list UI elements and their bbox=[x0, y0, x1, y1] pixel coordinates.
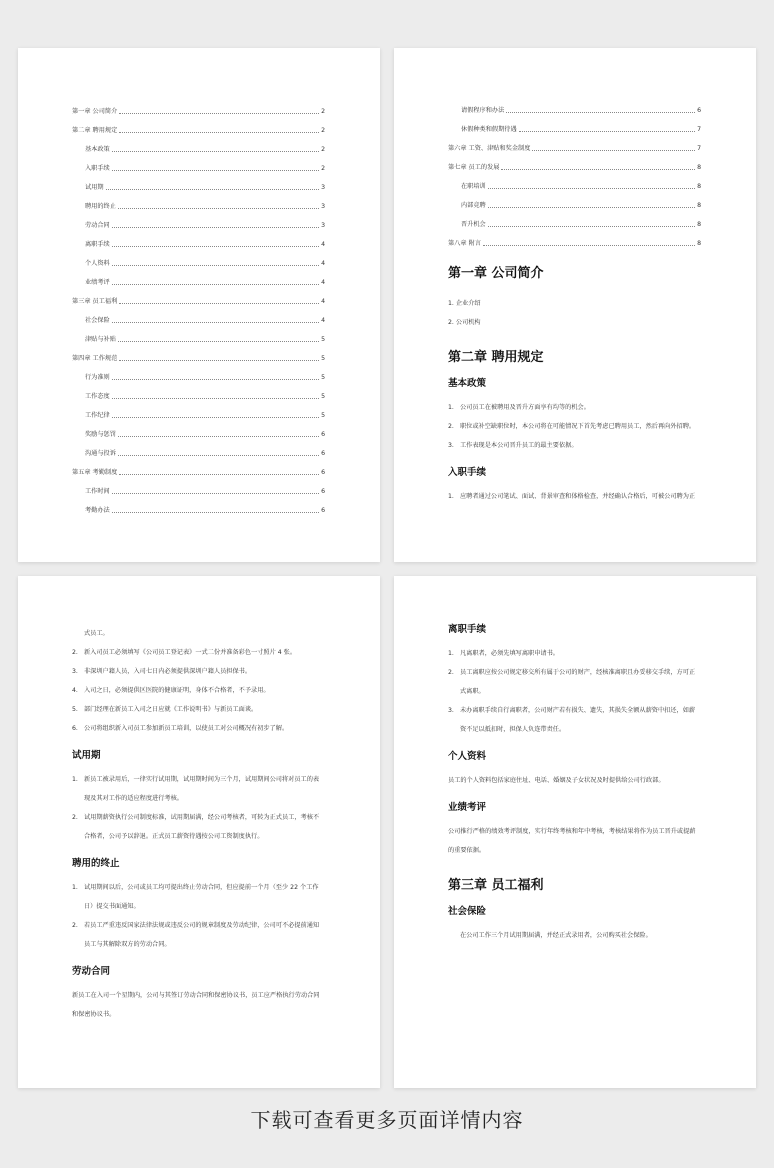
list-item bbox=[72, 916, 325, 935]
toc-page-number: 5 bbox=[321, 393, 325, 400]
toc-entry[interactable] bbox=[72, 173, 325, 192]
toc-page-number: 6 bbox=[321, 488, 325, 495]
probation-list bbox=[72, 770, 325, 846]
section-title-probation: 试用期 bbox=[72, 750, 101, 761]
list-item-number: 5. bbox=[72, 706, 78, 713]
toc-page-number: 5 bbox=[321, 355, 325, 362]
document-page-4 bbox=[394, 576, 756, 1088]
toc-dot-leader bbox=[519, 131, 695, 132]
toc-entry-label: 考勤办法 bbox=[85, 507, 110, 514]
toc-page-number: 7 bbox=[697, 126, 701, 133]
list-item bbox=[72, 662, 325, 681]
toc-page-number: 3 bbox=[321, 203, 325, 210]
toc-dot-leader bbox=[488, 188, 695, 189]
list-item-number: 2. bbox=[72, 814, 78, 821]
list-item bbox=[448, 701, 701, 720]
toc-dot-leader bbox=[112, 322, 319, 323]
section-title-termination: 聘用的终止 bbox=[72, 858, 120, 869]
list-item bbox=[448, 436, 701, 455]
toc-page-number: 3 bbox=[321, 222, 325, 229]
toc-dot-leader bbox=[112, 417, 319, 418]
toc-entry[interactable] bbox=[72, 230, 325, 249]
list-item-continued: 资不足以抵扣时，担保人负连带责任。 bbox=[460, 726, 566, 733]
toc-dot-leader bbox=[112, 512, 319, 513]
toc-entry-label: 第四章 工作规范 bbox=[72, 355, 118, 362]
toc-dot-leader bbox=[118, 455, 319, 456]
list-item-number: 3. bbox=[72, 668, 78, 675]
toc-page-number: 5 bbox=[321, 412, 325, 419]
toc-entry-label: 工作态度 bbox=[85, 393, 110, 400]
footer-caption: 下载可查看更多页面详情内容 bbox=[250, 1108, 524, 1132]
list-item-number: 4. bbox=[72, 687, 78, 694]
toc-dot-leader bbox=[112, 379, 319, 380]
list-item-text: 入司之日，必须提供区医院的健康证明，身体不合格者，不予录用。 bbox=[84, 687, 270, 694]
toc-entry-label: 第五章 考勤制度 bbox=[72, 469, 118, 476]
list-item-number: 1. bbox=[72, 776, 78, 783]
toc-dot-leader bbox=[118, 208, 319, 209]
paragraph: 员工的个人资料包括家庭住址、电话、婚姻及子女状况及时提供给公司行政部。 bbox=[448, 777, 665, 784]
toc-entry-label: 内部竞聘 bbox=[461, 202, 486, 209]
toc-dot-leader bbox=[112, 170, 319, 171]
section-title-basic-policy: 基本政策 bbox=[448, 378, 487, 389]
chapter-2-title: 第二章 聘用规定 bbox=[448, 350, 544, 365]
toc-entry[interactable] bbox=[448, 115, 701, 134]
section-title-contract: 劳动合同 bbox=[72, 966, 111, 977]
toc-entry[interactable] bbox=[72, 116, 325, 135]
list-item bbox=[448, 417, 701, 436]
list-item-number: 1. bbox=[448, 404, 454, 411]
continued-text: 式员工。 bbox=[84, 630, 109, 637]
section-title-entry: 入职手续 bbox=[448, 467, 487, 478]
toc-page-number: 6 bbox=[321, 431, 325, 438]
list-item bbox=[72, 681, 325, 700]
toc-entry[interactable] bbox=[72, 154, 325, 173]
toc-entry[interactable] bbox=[448, 153, 701, 172]
toc-entry-label: 第三章 员工福利 bbox=[72, 298, 118, 305]
list-item-text: 员工离职应按公司规定移交所有属于公司的财产，经核准离职且办妥移交手续，方可正 bbox=[460, 669, 696, 676]
toc-entry[interactable] bbox=[72, 401, 325, 420]
toc-dot-leader bbox=[488, 207, 695, 208]
toc-dot-leader bbox=[112, 493, 319, 494]
list-item bbox=[72, 700, 325, 719]
list-item-text: 公司将组织新入司员工参加新员工培训，以使员工对公司概况有初步了解。 bbox=[84, 725, 289, 732]
toc-page-number: 5 bbox=[321, 336, 325, 343]
toc-entry[interactable] bbox=[72, 363, 325, 382]
list-item-text: 工作表现是本公司晋升员工的最主要依据。 bbox=[460, 442, 578, 449]
list-item-text: 公司员工在被聘用及晋升方面享有均等的机会。 bbox=[460, 404, 590, 411]
toc-page-number: 6 bbox=[697, 107, 701, 114]
toc-entry-label: 沟通与投诉 bbox=[85, 450, 116, 457]
list-item-number: 3. bbox=[448, 707, 454, 714]
toc-entry[interactable] bbox=[72, 306, 325, 325]
document-page-2 bbox=[394, 48, 756, 562]
toc-dot-leader bbox=[112, 227, 319, 228]
list-item-number: 1. bbox=[72, 884, 78, 891]
toc-entry-label: 个人资料 bbox=[85, 260, 110, 267]
toc-page-number: 4 bbox=[321, 298, 325, 305]
toc-dot-leader bbox=[112, 284, 319, 285]
toc-entry[interactable] bbox=[448, 134, 701, 153]
toc-dot-leader bbox=[501, 169, 695, 170]
toc-entry-label: 在职培训 bbox=[461, 183, 486, 190]
toc-entry-label: 请假程序和办法 bbox=[461, 107, 505, 114]
toc-page-number: 4 bbox=[321, 260, 325, 267]
toc-entry[interactable] bbox=[72, 135, 325, 154]
paragraph: 新员工在入司一个星期内，公司与其签订劳动合同和保密协议书，员工应严格执行劳动合同 bbox=[72, 992, 320, 999]
toc-dot-leader bbox=[119, 474, 319, 475]
toc-page-number: 6 bbox=[321, 507, 325, 514]
toc-entry[interactable] bbox=[72, 382, 325, 401]
list-item-number: 2. bbox=[72, 649, 78, 656]
toc-entry[interactable] bbox=[448, 96, 701, 115]
toc-dot-leader bbox=[532, 150, 695, 151]
list-item-text: 职位或补空缺职位时，本公司将在可能情况下首先考虑已聘用员工，然后再向外招聘。 bbox=[460, 423, 696, 430]
toc-entry-label: 休假种类和假期待遇 bbox=[461, 126, 517, 133]
toc-page-number: 8 bbox=[697, 240, 701, 247]
list-item-text: 试用期间以后，公司或员工均可提出终止劳动合同，但应提前一个月（至少 22 个工作 bbox=[84, 884, 319, 891]
list-item-continued: 员工与其解除双方的劳动合同。 bbox=[84, 941, 171, 948]
toc-entry[interactable] bbox=[72, 496, 325, 515]
toc-entry[interactable] bbox=[72, 458, 325, 477]
toc-dot-leader bbox=[118, 436, 319, 437]
toc-entry-label: 奖励与惩罚 bbox=[85, 431, 116, 438]
toc-entry[interactable] bbox=[72, 344, 325, 363]
toc-entry[interactable] bbox=[72, 268, 325, 287]
toc-page-number: 2 bbox=[321, 108, 325, 115]
leave-procedure-list bbox=[448, 644, 701, 739]
toc-page-number: 4 bbox=[321, 241, 325, 248]
toc-entry-label: 劳动合同 bbox=[85, 222, 110, 229]
document-page-1 bbox=[18, 48, 380, 562]
toc-page-number: 5 bbox=[321, 374, 325, 381]
toc-dot-leader bbox=[106, 189, 320, 190]
toc-entry[interactable] bbox=[72, 420, 325, 439]
list-item-number: 3. bbox=[448, 442, 454, 449]
list-item-text: 试用期薪资执行公司制度标准，试用期届满，经公司考核者，可转为正式员工，考核不 bbox=[84, 814, 320, 821]
list-item-continued: 合格者，公司予以辞退。正式员工薪资待遇按公司工资制度执行。 bbox=[84, 833, 264, 840]
termination-list bbox=[72, 878, 325, 954]
list-item bbox=[448, 663, 701, 682]
toc-entry-label: 试用期 bbox=[85, 184, 104, 191]
toc-entry[interactable] bbox=[448, 191, 701, 210]
list-item-text: 部门经理在新员工入司之日应就《工作说明书》与新员工面谈。 bbox=[84, 706, 258, 713]
toc-page-number: 8 bbox=[697, 183, 701, 190]
list-item bbox=[72, 808, 325, 827]
toc-entry-label: 第一章 公司简介 bbox=[72, 108, 118, 115]
toc-dot-leader bbox=[112, 265, 319, 266]
list-item-number: 2. bbox=[72, 922, 78, 929]
list-item-number: 1. bbox=[448, 650, 454, 657]
toc-entry-label: 入职手续 bbox=[85, 165, 110, 172]
toc-entry-label: 第六章 工资、津贴和奖金制度 bbox=[448, 145, 531, 152]
list-item-text: 凡离职者，必须先填写离职申请书。 bbox=[460, 650, 559, 657]
toc-entry[interactable] bbox=[72, 249, 325, 268]
paragraph: 在公司工作三个月试用期届满，并经正式录用者，公司购买社会保险。 bbox=[460, 932, 652, 939]
toc-page-number: 7 bbox=[697, 145, 701, 152]
section-title-leave: 离职手续 bbox=[448, 624, 487, 635]
toc-entry[interactable] bbox=[72, 97, 325, 116]
list-item-text: 新员工被录用后，一律实行试用期，试用期时间为三个月，试用期间公司将对员工的表 bbox=[84, 776, 320, 783]
toc-entry-label: 第八章 附言 bbox=[448, 240, 481, 247]
section-title-social-insurance: 社会保险 bbox=[448, 906, 487, 917]
toc-entry-label: 业绩考评 bbox=[85, 279, 110, 286]
list-item-continued: 式离职。 bbox=[460, 688, 485, 695]
toc-entry[interactable] bbox=[448, 210, 701, 229]
toc-entry-label: 聘用的终止 bbox=[85, 203, 116, 210]
toc-page-number: 8 bbox=[697, 164, 701, 171]
paragraph-continued: 和保密协议书。 bbox=[72, 1011, 116, 1018]
list-item bbox=[448, 398, 701, 417]
toc-entry-label: 行为准则 bbox=[85, 374, 110, 381]
paragraph: 公司推行严格的绩效考评制度，实行年终考核和年中考核，考核结果将作为员工晋升或提薪 bbox=[448, 828, 696, 835]
toc-entry[interactable] bbox=[72, 325, 325, 344]
toc-page-number: 8 bbox=[697, 202, 701, 209]
toc-dot-leader bbox=[119, 132, 319, 133]
toc-entry-label: 社会保险 bbox=[85, 317, 110, 324]
toc-entry[interactable] bbox=[72, 192, 325, 211]
toc-entry-label: 晋升机会 bbox=[461, 221, 486, 228]
paragraph-continued: 的重要依据。 bbox=[448, 847, 486, 854]
list-item-number: 1. bbox=[448, 493, 454, 500]
list-item-text: 新入司员工必须填写《公司员工登记表》一式二份并准备彩色一寸照片 4 张。 bbox=[84, 649, 297, 656]
toc-page-number: 2 bbox=[321, 146, 325, 153]
toc-page-number: 2 bbox=[321, 127, 325, 134]
list-item bbox=[72, 770, 325, 789]
toc-entry[interactable] bbox=[72, 211, 325, 230]
list-item-text: 应聘者通过公司笔试、面试、背景审查和体格检查，并经确认合格后，可被公司聘为正 bbox=[460, 493, 696, 500]
toc-dot-leader bbox=[483, 245, 695, 246]
toc-page-number: 4 bbox=[321, 279, 325, 286]
toc-page-number: 4 bbox=[321, 317, 325, 324]
toc-entry-label: 离职手续 bbox=[85, 241, 110, 248]
toc-page-number: 8 bbox=[697, 221, 701, 228]
toc-entry-label: 第二章 聘用规定 bbox=[72, 127, 118, 134]
toc-page-number: 2 bbox=[321, 165, 325, 172]
toc-dot-leader bbox=[112, 398, 319, 399]
toc-entry[interactable] bbox=[448, 229, 701, 248]
toc-entry[interactable] bbox=[448, 172, 701, 191]
toc-entry-label: 工作时间 bbox=[85, 488, 110, 495]
toc-dot-leader bbox=[118, 341, 319, 342]
entry-procedure-list-continued bbox=[72, 643, 325, 738]
toc-dot-leader bbox=[119, 360, 319, 361]
entry-procedure-list bbox=[448, 487, 701, 506]
chapter-3-title: 第三章 员工福利 bbox=[448, 878, 544, 893]
toc-dot-leader bbox=[119, 303, 319, 304]
basic-policy-list bbox=[448, 398, 701, 455]
list-item-text: 若员工严重违反国家法律法规或违反公司的规章制度及劳动纪律，公司可不必提前通知 bbox=[84, 922, 320, 929]
list-item bbox=[72, 643, 325, 662]
list-item-text: 非深圳户籍人员，入司七日内必须提供深圳户籍人员担保书。 bbox=[84, 668, 252, 675]
list-item: 2. 公司机构 bbox=[448, 319, 481, 326]
section-title-performance: 业绩考评 bbox=[448, 802, 487, 813]
toc-entry-label: 第七章 员工的发展 bbox=[448, 164, 500, 171]
toc-entry-label: 工作纪律 bbox=[85, 412, 110, 419]
toc-dot-leader bbox=[506, 112, 695, 113]
list-item-number: 2. bbox=[448, 669, 454, 676]
table-of-contents-continued bbox=[448, 96, 701, 248]
list-item bbox=[448, 487, 701, 506]
toc-dot-leader bbox=[112, 246, 319, 247]
toc-page-number: 3 bbox=[321, 184, 325, 191]
toc-page-number: 6 bbox=[321, 469, 325, 476]
toc-page-number: 6 bbox=[321, 450, 325, 457]
chapter-1-title: 第一章 公司简介 bbox=[448, 266, 544, 281]
list-item bbox=[72, 719, 325, 738]
toc-entry-label: 津贴与补贴 bbox=[85, 336, 116, 343]
toc-entry-label: 基本政策 bbox=[85, 146, 110, 153]
list-item-number: 6. bbox=[72, 725, 78, 732]
list-item-continued: 现及其对工作的适应程度进行考核。 bbox=[84, 795, 183, 802]
list-item bbox=[72, 878, 325, 897]
document-page-3 bbox=[18, 576, 380, 1088]
toc-dot-leader bbox=[119, 113, 319, 114]
toc-dot-leader bbox=[112, 151, 319, 152]
list-item-text: 未办离职手续自行离职者，公司财产若有损失、遗失，其损失全额从薪资中扣还，如薪 bbox=[460, 707, 696, 714]
toc-entry[interactable] bbox=[72, 287, 325, 306]
list-item-number: 2. bbox=[448, 423, 454, 430]
section-title-personal: 个人资料 bbox=[448, 751, 487, 762]
list-item-continued: 日）提交书面通知。 bbox=[84, 903, 140, 910]
list-item: 1. 企业介绍 bbox=[448, 300, 481, 307]
toc-dot-leader bbox=[488, 226, 695, 227]
list-item bbox=[448, 644, 701, 663]
toc-entry[interactable] bbox=[72, 439, 325, 458]
table-of-contents bbox=[72, 97, 325, 515]
toc-entry[interactable] bbox=[72, 477, 325, 496]
